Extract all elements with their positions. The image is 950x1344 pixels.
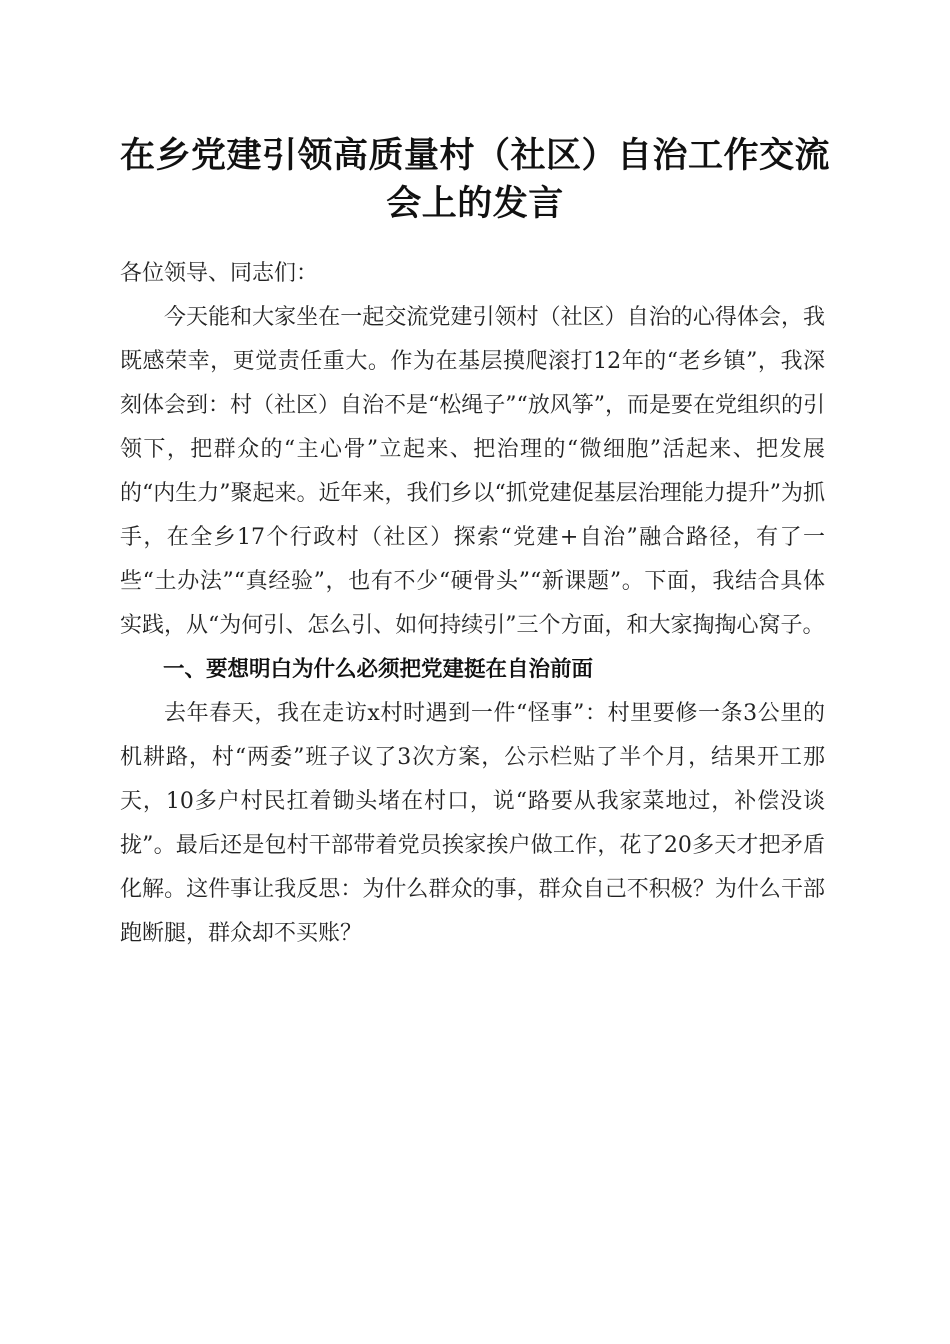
salutation: 各位领导、同志们： bbox=[120, 261, 319, 286]
section-heading: 一、要想明白为什么必须把党建挺在自治前面 bbox=[163, 657, 594, 682]
document-body bbox=[120, 252, 825, 956]
document-title: 在乡党建引领高质量村（社区）自治工作交流会上的发言 bbox=[119, 135, 830, 224]
intro-paragraph: 今天能和大家坐在一起交流党建引领村（社区）自治的心得体会，我既感荣幸，更觉责任重大。作为在基层摸爬滚打12年的“老乡镇”，我深刻体会到：村（社区）自治不是“松绳子”“放风筝”，而是要在党组织的引领下，把群众的“主心骨”立起来、把治理的“微细胞”活起来、把发展的“内生力”聚起来。近年来，我们乡以“抓党建促基层治理能力提升”为抓手，在全乡17个行政村（社区）探索“党建+自治”融合路径，有了一些“土办法”“真经验”，也有不少“硬骨头”“新课题”。下面，我结合具体实践，从“为何引、怎么引、如何持续引”三个方面，和大家掏掏心窝子。 bbox=[120, 305, 825, 638]
section-paragraph: 去年春天，我在走访x村时遇到一件“怪事”：村里要修一条3公里的机耕路，村“两委”班子议了3次方案，公示栏贴了半个月，结果开工那天，10多户村民扛着锄头堵在村口，说“路要从我家菜地过，补偿没谈拢”。最后还是包村干部带着党员挨家挨户做工作，花了20多天才把矛盾化解。这件事让我反思：为什么群众的事，群众自己不积极？为什么干部跑断腿，群众却不买账？ bbox=[120, 701, 825, 946]
